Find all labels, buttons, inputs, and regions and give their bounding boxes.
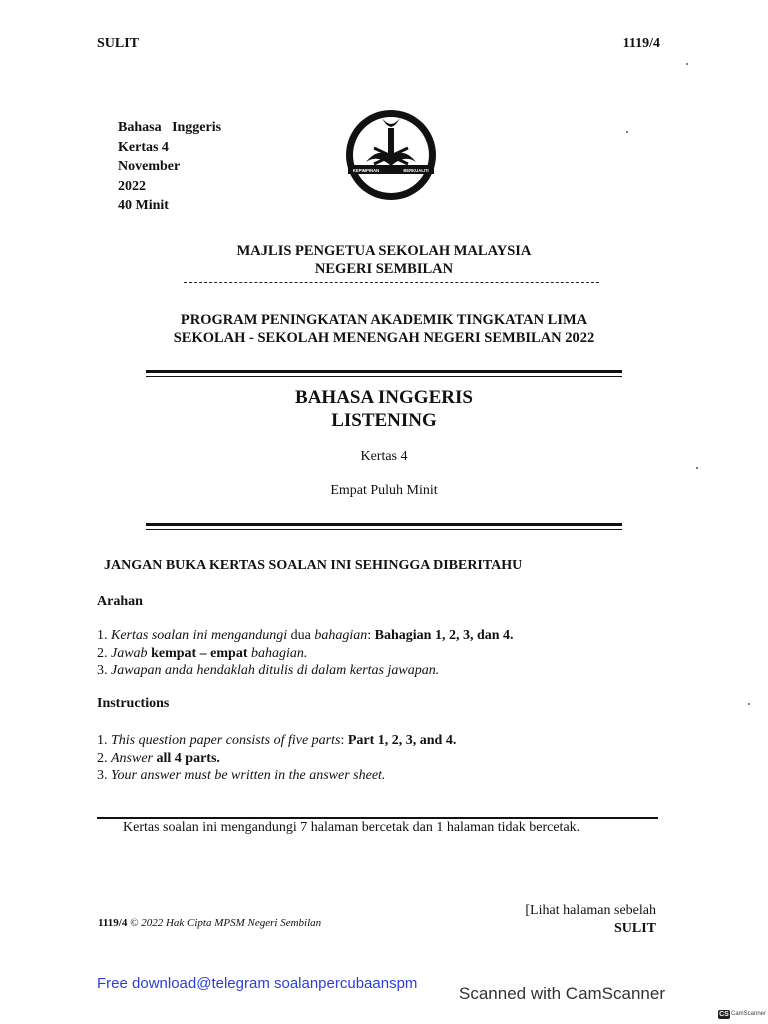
organisation-line2: NEGERI SEMBILAN [314,261,454,277]
paper-title [0,386,768,432]
paper-meta [118,118,221,216]
programme-line1: PROGRAM PENINGKATAN AKADEMIK TINGKATAN LIMA [180,312,588,328]
scan-speck [686,63,688,65]
logo-ribbon-right: BERKUALITI [403,168,429,173]
instructions-list [97,732,456,785]
arahan-item-2: 2. Jawab kempat – empat bahagian. [97,645,308,661]
meta-month: November [118,159,181,174]
title-rule-top-thin [146,376,622,377]
logo-name: MPSM [374,181,408,193]
arahan-heading: Arahan [97,594,143,609]
title-line2: LISTENING [331,410,437,431]
instructions-heading: Instructions [97,696,170,711]
paper-label: Kertas 4 [360,449,408,464]
instructions-item-1: 1. This question paper consists of five parts: Part 1, 2, 3, and 4. [97,733,457,748]
arahan-list [97,627,514,680]
footer-sulit: SULIT [613,921,656,936]
time-label: Empat Puluh Minit [330,483,438,498]
programme [0,311,768,347]
arahan-item-1: 1. Kertas soalan ini mengandungi dua bahagian: Bahagian 1, 2, 3, dan 4. [97,628,514,643]
header-paper-code: 1119/4 [622,36,660,51]
programme-line2: SEKOLAH - SEKOLAH MENENGAH NEGERI SEMBILAN 2022 [173,330,595,346]
meta-paper: Kertas 4 [118,139,169,155]
instructions-item-2: 2. Answer all 4 parts. [97,750,220,766]
scan-speck [696,467,698,469]
organisation [0,242,768,278]
camscanner-badge-icon: CS [719,1011,729,1018]
footer-next-page [525,902,656,938]
meta-subject: Bahasa Inggeris [118,120,222,135]
meta-year: 2022 [118,178,146,194]
title-rule-bottom [146,523,622,526]
meta-duration: 40 Minit [118,198,169,213]
title-rule-bottom-thin [146,529,622,530]
organisation-line1: MAJLIS PENGETUA SEKOLAH MALAYSIA [236,243,532,259]
page-count-divider [97,817,658,819]
camscanner-watermark: Scanned with CamScanner [459,984,666,1003]
scan-speck [748,703,750,705]
camscanner-small-label: CamScanner [731,1011,767,1017]
logo-ribbon-left: KEPIMPINAN [352,168,380,173]
download-watermark: Free download@telegram soalanpercubaanspm [97,975,418,992]
scan-speck [626,131,628,133]
title-rule-top [146,370,622,373]
footer-next-label: [Lihat halaman sebelah [525,903,656,918]
arahan-item-3: 3. Jawapan anda hendaklah ditulis di dalam kertas jawapan. [97,663,440,678]
header-sulit: SULIT [97,36,140,51]
dashed-divider [184,282,599,283]
footer-copyright: 1119/4 © 2022 Hak Cipta MPSM Negeri Sembilan [98,917,322,929]
page-count-note: Kertas soalan ini mengandungi 7 halaman bercetak dan 1 halaman tidak bercetak. [123,820,581,835]
instructions-item-3: 3. Your answer must be written in the answer sheet. [97,768,386,783]
title-line1: BAHASA INGGERIS [295,387,473,408]
warning-text: JANGAN BUKA KERTAS SOALAN INI SEHINGGA DIBERITAHU [104,558,523,573]
mpsm-logo [344,108,438,202]
